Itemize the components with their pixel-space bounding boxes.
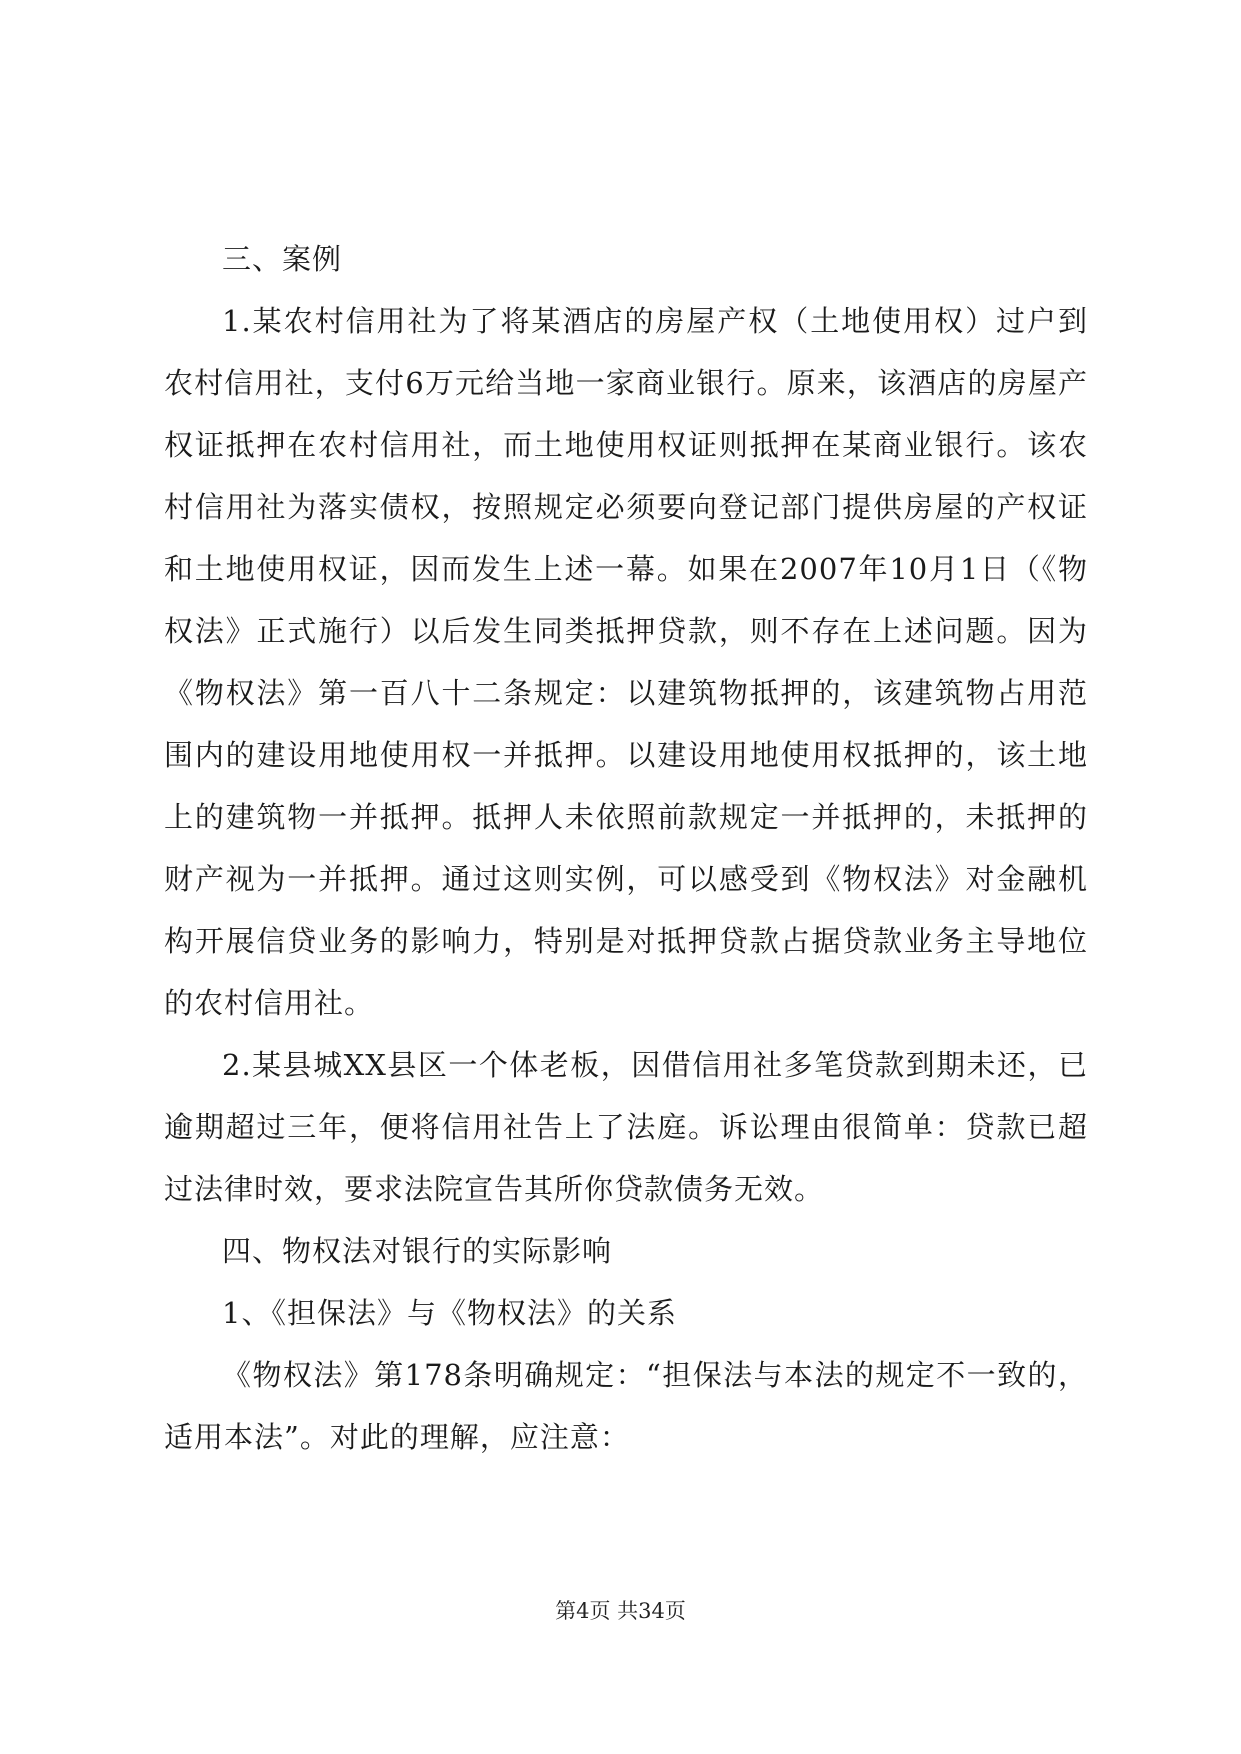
document-body (164, 228, 1088, 1468)
section-heading-cases: 三、案例 (222, 242, 343, 276)
page-number-footer: 第4页 共34页 (555, 1599, 686, 1623)
section-heading-impact: 四、物权法对银行的实际影响 (222, 1234, 613, 1268)
case-1-paragraph: 1.某农村信用社为了将某酒店的房屋产权（土地使用权）过户到农村信用社，支付6万元给当地一家商业银行。原来，该酒店的房屋产权证抵押在农村信用社，而土地使用权证则抵押在某商业银行。该农村信用社为落实债权，按照规定必须要向登记部门提供房屋的产权证和土地使用权证，因而发生上述一幕。如果在2007年10月1日（《物权法》正式施行）以后发生同类抵押贷款，则不存在上述问题。因为《物权法》第一百八十二条规定：以建筑物抵押的，该建筑物占用范围内的建设用地使用权一并抵押。以建设用地使用权抵押的，该土地上的建筑物一并抵押。抵押人未依照前款规定一并抵押的，未抵押的财产视为一并抵押。通过这则实例，可以感受到《物权法》对金融机构开展信贷业务的影响力，特别是对抵押贷款占据贷款业务主导地位的农村信用社。 (164, 304, 1088, 1020)
article-178-paragraph: 《物权法》第178条明确规定：“担保法与本法的规定不一致的，适用本法”。对此的理解，应注意： (164, 1358, 1088, 1454)
case-2-paragraph: 2.某县城XX县区一个体老板，因借信用社多笔贷款到期未还，已逾期超过三年，便将信用社告上了法庭。诉讼理由很简单：贷款已超过法律时效，要求法院宣告其所你贷款债务无效。 (164, 1048, 1088, 1206)
subheading-relationship: 1、《担保法》与《物权法》的关系 (222, 1296, 677, 1330)
